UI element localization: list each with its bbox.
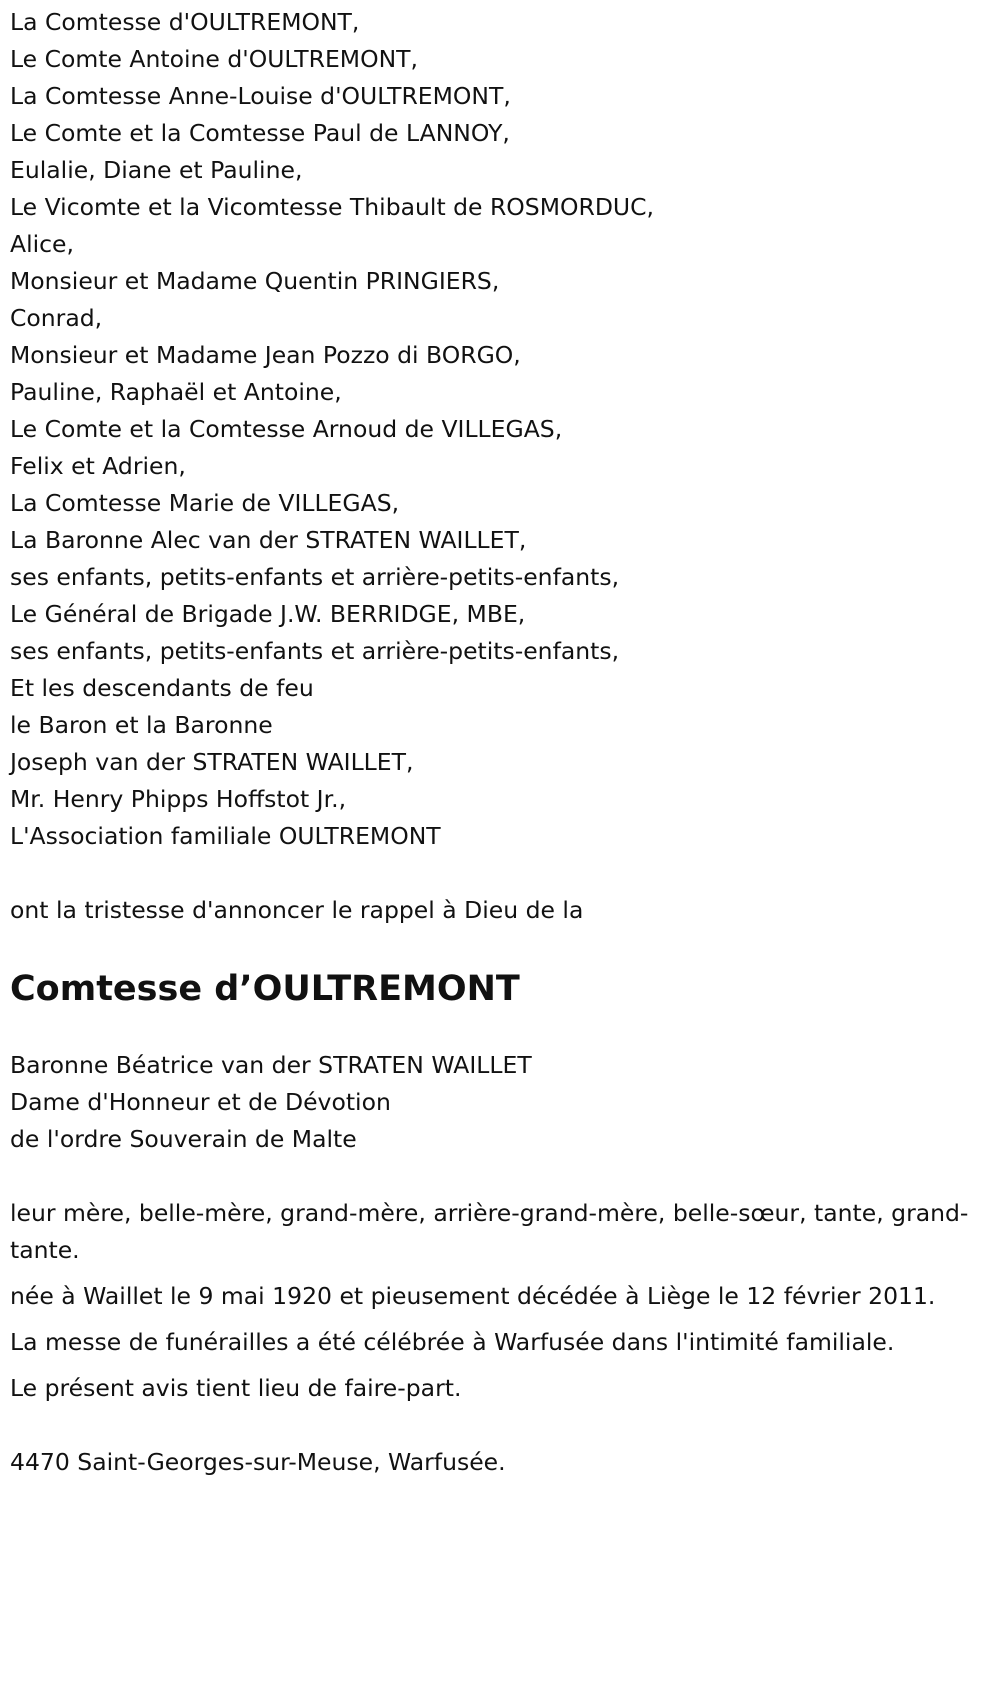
funeral-text: La messe de funérailles a été célébrée à Warfusée dans l'intimité familiale. — [10, 1328, 895, 1356]
obituary-notice — [0, 4, 1000, 1701]
family-line: Pauline, Raphaël et Antoine, — [10, 378, 342, 406]
birth-death-text: née à Waillet le 9 mai 1920 et pieusement décédée à Liège le 12 février 2011. — [10, 1282, 936, 1310]
family-line: Felix et Adrien, — [10, 452, 186, 480]
family-line: le Baron et la Baronne — [10, 711, 273, 739]
family-line: Le Général de Brigade J.W. BERRIDGE, MBE, — [10, 600, 526, 628]
family-line: Joseph van der STRATEN WAILLET, — [10, 748, 414, 776]
deceased-titles — [10, 1047, 1000, 1158]
family-line: La Comtesse Marie de VILLEGAS, — [10, 489, 400, 517]
family-line: Le Vicomte et la Vicomtesse Thibault de ROSMORDUC, — [10, 193, 655, 221]
family-line: Et les descendants de feu — [10, 674, 314, 702]
family-line: Le Comte et la Comtesse Paul de LANNOY, — [10, 119, 510, 147]
family-line: Le Comte et la Comtesse Arnoud de VILLEGAS, — [10, 415, 563, 443]
title-line: Dame d'Honneur et de Dévotion — [10, 1088, 391, 1116]
title-line: de l'ordre Souverain de Malte — [10, 1125, 357, 1153]
family-line: Eulalie, Diane et Pauline, — [10, 156, 303, 184]
family-line: Monsieur et Madame Jean Pozzo di BORGO, — [10, 341, 521, 369]
address-text: 4470 Saint-Georges-sur-Meuse, Warfusée. — [10, 1448, 506, 1476]
family-line: Alice, — [10, 230, 74, 258]
family-line: ses enfants, petits-enfants et arrière-petits-enfants, — [10, 637, 620, 665]
family-line: L'Association familiale OULTREMONT — [10, 822, 441, 850]
family-line: Mr. Henry Phipps Hoffstot Jr., — [10, 785, 347, 813]
announcement-intro: ont la tristesse d'annoncer le rappel à Dieu de la — [10, 896, 584, 924]
notice-text: Le présent avis tient lieu de faire-part. — [10, 1374, 462, 1402]
family-list — [10, 4, 1000, 855]
family-line: La Baronne Alec van der STRATEN WAILLET, — [10, 526, 527, 554]
family-line: ses enfants, petits-enfants et arrière-petits-enfants, — [10, 563, 620, 591]
deceased-name: Comtesse d’OULTREMONT — [10, 969, 520, 1009]
family-line: Monsieur et Madame Quentin PRINGIERS, — [10, 267, 500, 295]
family-line: La Comtesse d'OULTREMONT, — [10, 8, 360, 36]
family-line: Le Comte Antoine d'OULTREMONT, — [10, 45, 418, 73]
title-line: Baronne Béatrice van der STRATEN WAILLET — [10, 1051, 532, 1079]
family-line: La Comtesse Anne-Louise d'OULTREMONT, — [10, 82, 511, 110]
relations-text: leur mère, belle-mère, grand-mère, arrière-grand-mère, belle-sœur, tante, grand-tante. — [10, 1199, 969, 1264]
family-line: Conrad, — [10, 304, 103, 332]
